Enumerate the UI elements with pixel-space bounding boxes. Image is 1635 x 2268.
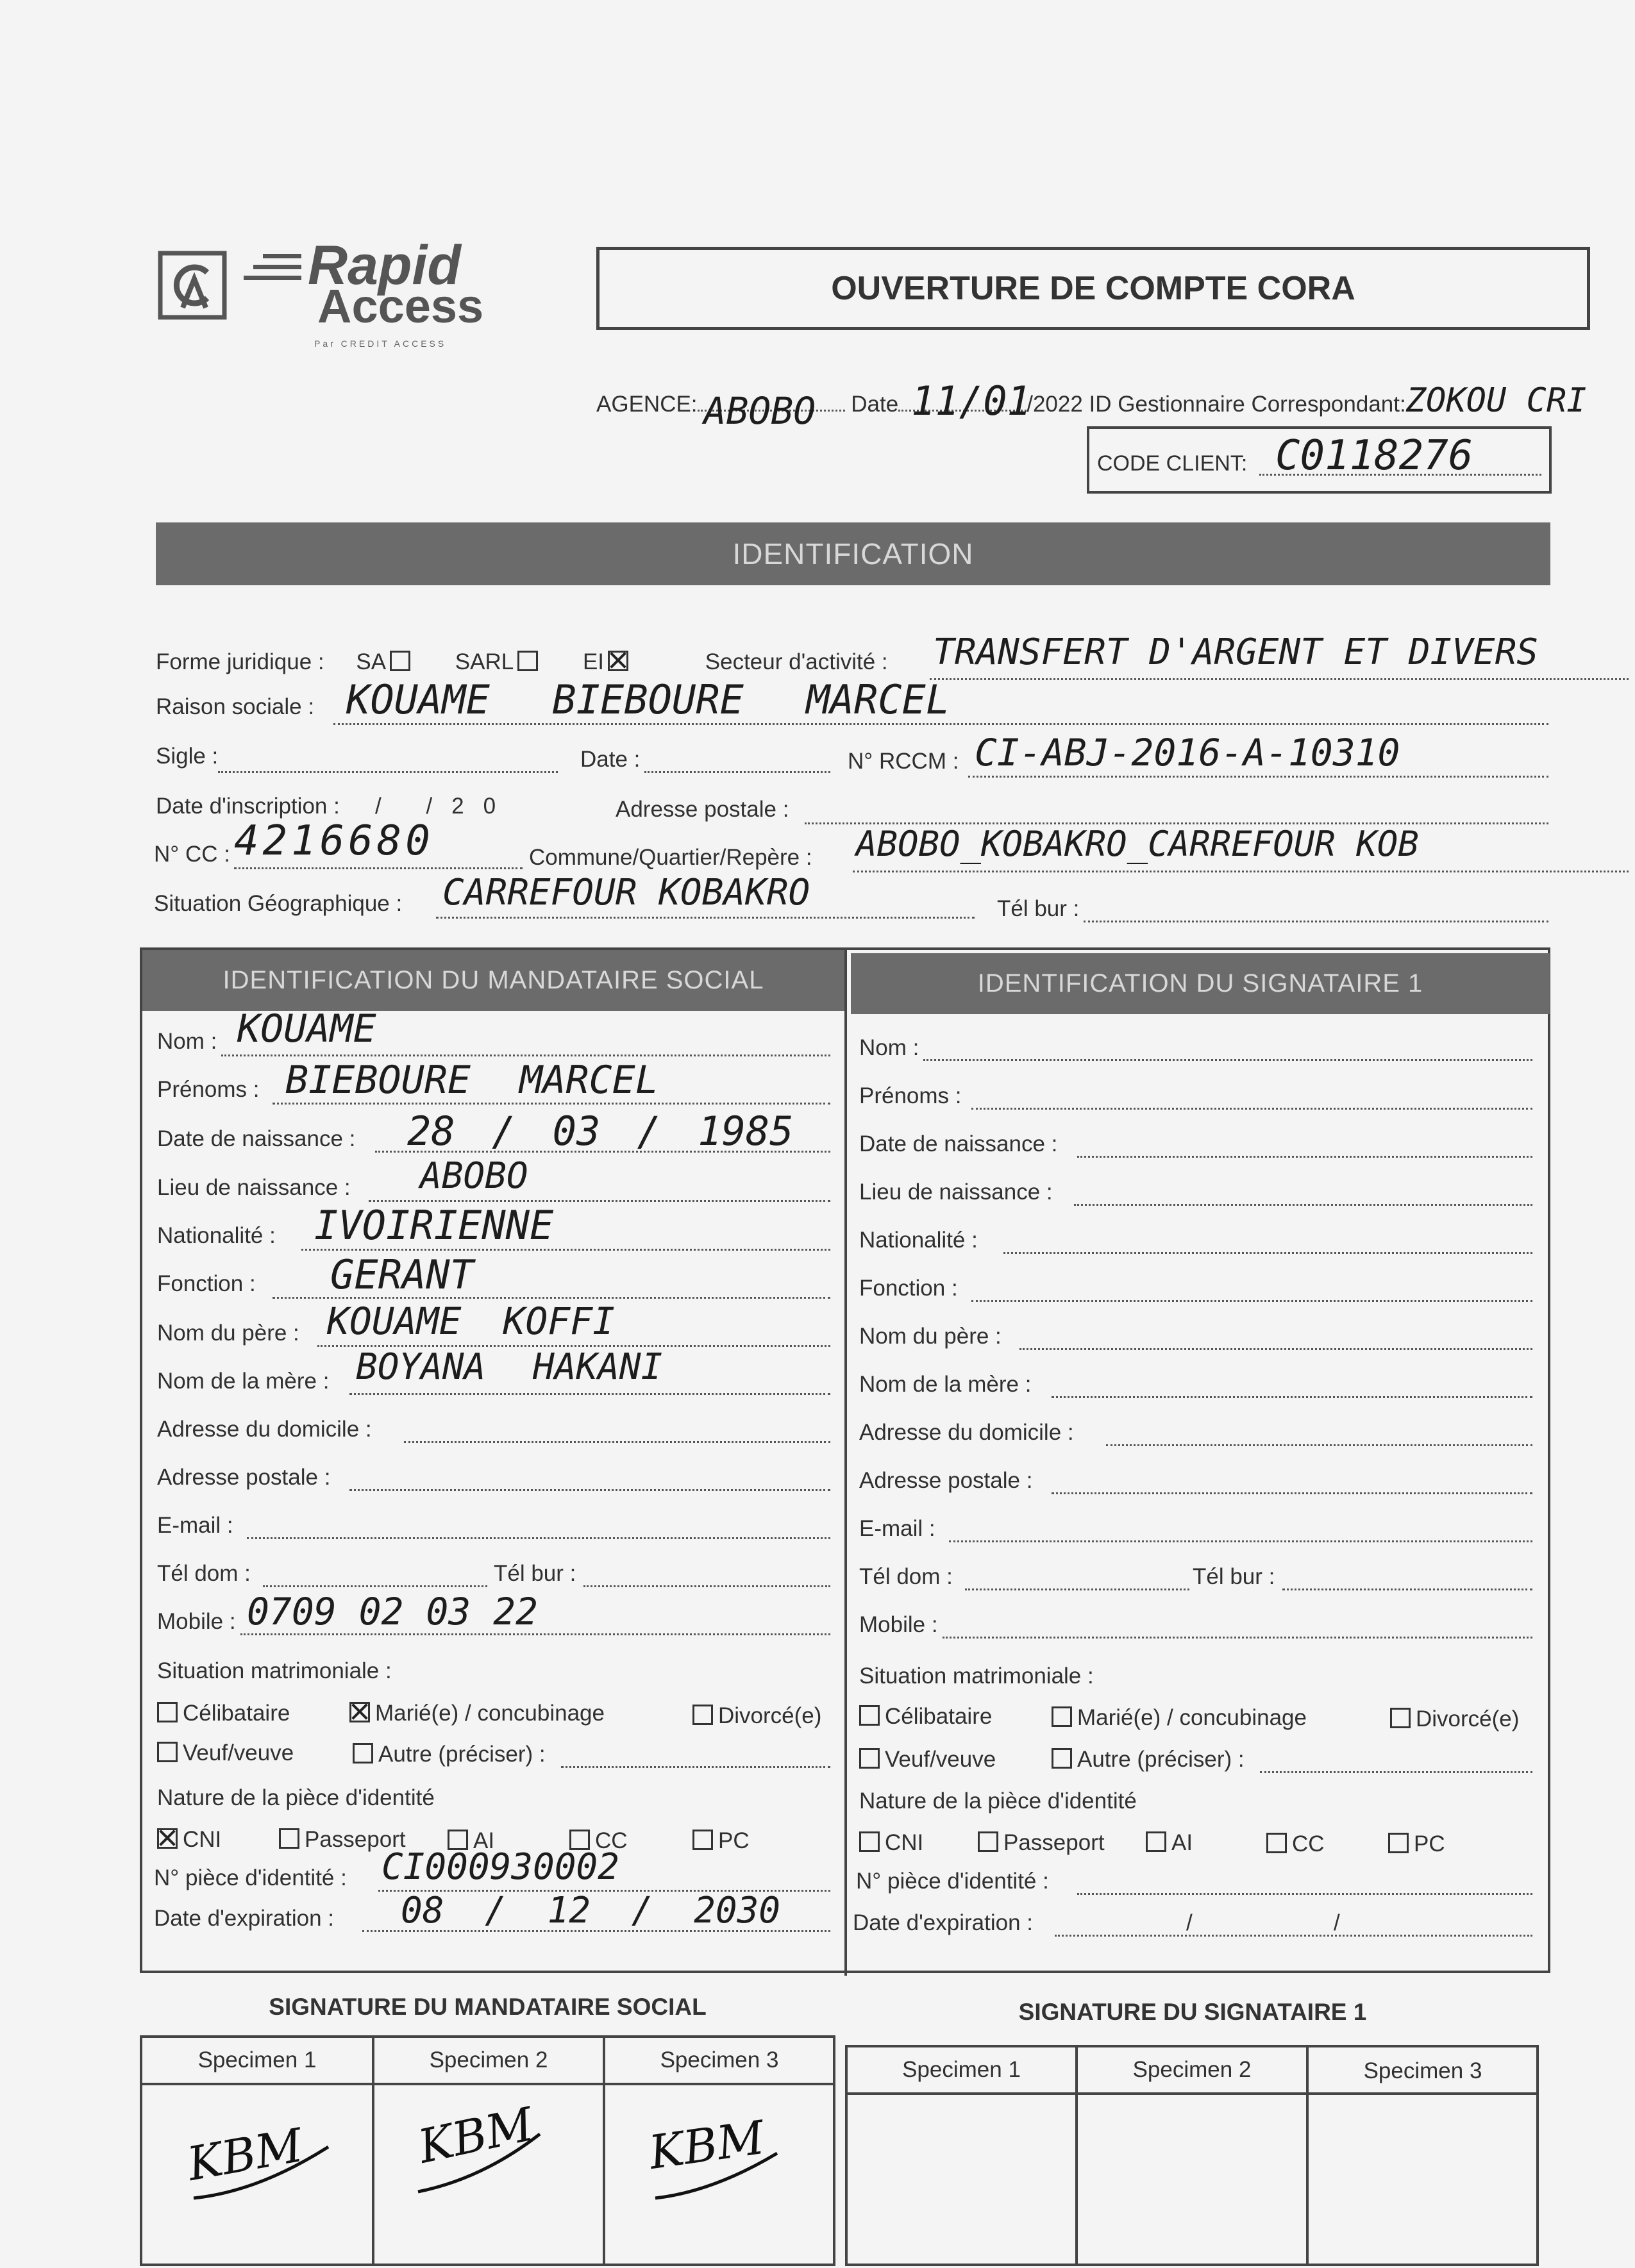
mand-mere-label: Nom de la mère : — [157, 1369, 330, 1394]
signature-grid-mandataire — [140, 2035, 835, 2266]
form-title-box — [596, 247, 1590, 330]
situation-geo-field[interactable] — [436, 917, 975, 919]
sig-matrimoniale-label: Situation matrimoniale : — [859, 1663, 1094, 1688]
sig-pere-field[interactable] — [1019, 1348, 1532, 1350]
mand-mobile-label: Mobile : — [157, 1609, 236, 1634]
sig-mobile-label: Mobile : — [859, 1612, 938, 1637]
situation-geo-value: CARREFOUR KOBAKRO — [442, 872, 810, 913]
sig-celibataire-option[interactable]: Célibataire — [859, 1704, 992, 1730]
identification-bar: IDENTIFICATION — [156, 522, 1550, 585]
mand-tel-bur-field[interactable] — [583, 1585, 830, 1587]
mand-num-piece-value: CI000930002 — [382, 1846, 619, 1888]
mand-autre-checkbox[interactable] — [353, 1743, 373, 1764]
sig-pc-option[interactable]: PC — [1388, 1831, 1445, 1857]
sig-fonction-label: Fonction : — [859, 1276, 958, 1301]
raison-sociale-value: KOUAME BIEBOURE MARCEL — [346, 676, 950, 723]
mandataire-bar: IDENTIFICATION DU MANDATAIRE SOCIAL — [142, 950, 844, 1011]
sig-autre-option[interactable]: Autre (préciser) : — [1052, 1747, 1245, 1772]
sig-expiration-slash-1: / — [1186, 1910, 1193, 1935]
mand-ai-option[interactable]: AI — [448, 1828, 494, 1854]
sig-expiration-slash-2: / — [1334, 1910, 1340, 1935]
sig-specimen-3-label: Specimen 3 — [1363, 2058, 1482, 2083]
ei-checkbox[interactable] — [608, 651, 628, 671]
agence-value: ABOBO — [703, 389, 816, 433]
sig-nationalite-field[interactable] — [1003, 1252, 1532, 1254]
sig-nationalite-label: Nationalité : — [859, 1228, 978, 1253]
mand-fonction-value: GERANT — [330, 1251, 474, 1298]
sig-autre-checkbox[interactable] — [1052, 1748, 1072, 1769]
signature-initials-1: KBM — [183, 2117, 307, 2192]
mand-marie-option[interactable]: Marié(e) / concubinage — [349, 1701, 605, 1726]
mand-mere-value: BOYANA HAKANI — [356, 1346, 663, 1388]
sig-cc-checkbox[interactable] — [1266, 1833, 1287, 1853]
sig-num-piece-label: N° pièce d'identité : — [856, 1869, 1049, 1894]
brand-tagline: Par CREDIT ACCESS — [314, 338, 447, 349]
signature-grid-signataire — [845, 2045, 1539, 2266]
brand-name: Rapid — [308, 235, 461, 296]
agence-line — [596, 378, 1587, 433]
mand-matrimoniale-label: Situation matrimoniale : — [157, 1658, 392, 1683]
mand-domicile-label: Adresse du domicile : — [157, 1417, 372, 1442]
mand-nationalite-label: Nationalité : — [157, 1223, 276, 1248]
sig-specimen-2-area[interactable] — [1078, 2095, 1306, 2268]
sig-nom-field[interactable] — [923, 1059, 1532, 1061]
form-title: OUVERTURE DE COMPTE CORA — [831, 270, 1355, 307]
signature-specimen-2 — [405, 2097, 572, 2211]
sig-lieu-field[interactable] — [1074, 1204, 1532, 1206]
mand-prenoms-value: BIEBOURE MARCEL — [285, 1058, 658, 1103]
sigle-date-label: Date : — [580, 747, 641, 772]
cc-label: N° CC : — [154, 842, 230, 867]
sig-naissance-field[interactable] — [1077, 1156, 1532, 1158]
sig-pere-label: Nom du père : — [859, 1324, 1002, 1349]
mand-divorce-option[interactable]: Divorcé(e) — [692, 1703, 821, 1729]
mand-lieu-label: Lieu de naissance : — [157, 1175, 351, 1200]
mand-naissance-label: Date de naissance : — [157, 1126, 356, 1151]
mandataire-column — [154, 1006, 837, 1962]
sig-cc-option[interactable]: CC — [1266, 1831, 1325, 1857]
sig-tel-dom-label: Tél dom : — [859, 1564, 953, 1589]
sig-tel-bur-field[interactable] — [1282, 1588, 1532, 1590]
raison-sociale-field[interactable] — [333, 723, 1548, 725]
sig-domicile-label: Adresse du domicile : — [859, 1420, 1074, 1445]
mand-postale-field[interactable] — [349, 1489, 830, 1491]
sig-specimen-1-area[interactable] — [848, 2095, 1075, 2268]
mand-celibataire-checkbox[interactable] — [157, 1702, 178, 1722]
sig-naissance-label: Date de naissance : — [859, 1131, 1058, 1156]
sig-postale-field[interactable] — [1052, 1492, 1532, 1494]
sarl-checkbox[interactable] — [517, 651, 538, 671]
code-client-box — [1087, 426, 1552, 494]
sig-nom-label: Nom : — [859, 1035, 919, 1060]
sig-postale-label: Adresse postale : — [859, 1468, 1033, 1493]
mand-specimen-3-label: Specimen 3 — [660, 2047, 779, 2072]
mand-tel-dom-field[interactable] — [263, 1585, 487, 1587]
code-client-value: C0118276 — [1275, 432, 1473, 479]
mand-expiration-value: 08 / 12 / 2030 — [401, 1890, 781, 1931]
sig-marie-option[interactable]: Marié(e) / concubinage — [1052, 1705, 1307, 1731]
mand-autre-field[interactable] — [561, 1766, 830, 1768]
sig-expiration-label: Date d'expiration : — [853, 1910, 1034, 1935]
sig-tel-bur-label: Tél bur : — [1193, 1564, 1275, 1589]
sig-veuf-checkbox[interactable] — [859, 1748, 880, 1769]
sigle-label: Sigle : — [156, 744, 219, 769]
mand-nationalite-value: IVOIRIENNE — [314, 1202, 554, 1249]
mand-mobile-value: 0709 02 03 22 — [247, 1590, 538, 1633]
mand-pc-checkbox[interactable] — [692, 1830, 713, 1850]
sarl-option[interactable]: SARL — [455, 649, 538, 674]
mand-domicile-field[interactable] — [404, 1441, 830, 1443]
sig-ai-checkbox[interactable] — [1146, 1831, 1166, 1852]
sig-veuf-option[interactable]: Veuf/veuve — [859, 1747, 996, 1772]
sig-email-field[interactable] — [949, 1540, 1532, 1542]
inscription-label: Date d'inscription : — [156, 794, 340, 819]
sig-domicile-field[interactable] — [1106, 1444, 1532, 1446]
sig-prenoms-field[interactable] — [971, 1108, 1532, 1110]
mand-postale-label: Adresse postale : — [157, 1465, 331, 1490]
mand-veuf-option[interactable]: Veuf/veuve — [157, 1740, 294, 1766]
sig-email-label: E-mail : — [859, 1516, 935, 1541]
mand-naissance-value: 28 / 03 / 1985 — [407, 1108, 794, 1155]
mand-nom-value: KOUAME — [237, 1006, 376, 1051]
mand-num-piece-label: N° pièce d'identité : — [154, 1865, 347, 1890]
brand-logo — [157, 235, 516, 353]
situation-geo-label: Situation Géographique : — [154, 891, 403, 916]
mand-fonction-label: Fonction : — [157, 1271, 256, 1296]
signature-specimen-1 — [181, 2117, 348, 2224]
signature-initials-2: KBM — [414, 2097, 539, 2174]
signataire-bar: IDENTIFICATION DU SIGNATAIRE 1 — [851, 953, 1550, 1014]
mand-celibataire-option[interactable]: Célibataire — [157, 1701, 290, 1726]
sig-celibataire-checkbox[interactable] — [859, 1705, 880, 1726]
date-value: 11/01 — [911, 378, 1031, 424]
sig-pc-checkbox[interactable] — [1388, 1833, 1409, 1853]
mand-prenoms-label: Prénoms : — [157, 1077, 260, 1102]
mand-cni-checkbox[interactable] — [157, 1828, 178, 1849]
sig-autre-field[interactable] — [1260, 1771, 1532, 1773]
mand-email-field[interactable] — [247, 1537, 830, 1539]
sig-num-piece-field[interactable] — [1077, 1893, 1532, 1895]
signature-initials-3: KBM — [646, 2110, 768, 2180]
rccm-value: CI-ABJ-2016-A-10310 — [975, 731, 1400, 774]
sig-tel-dom-field[interactable] — [965, 1588, 1189, 1590]
logo-emblem-icon — [157, 250, 228, 321]
sig-piece-label: Nature de la pièce d'identité — [859, 1789, 1137, 1814]
sigle-date-field[interactable] — [644, 771, 830, 773]
mand-cni-option[interactable]: CNI — [157, 1827, 221, 1853]
sig-passeport-option[interactable]: Passeport — [978, 1830, 1105, 1856]
mand-prenoms-field[interactable] — [272, 1103, 830, 1105]
sig-marie-checkbox[interactable] — [1052, 1706, 1072, 1727]
brand-name-2: Access — [317, 279, 484, 333]
mand-divorce-checkbox[interactable] — [692, 1705, 713, 1725]
sig-prenoms-label: Prénoms : — [859, 1083, 962, 1108]
cc-value: 4216680 — [234, 817, 434, 865]
sig-divorce-option[interactable]: Divorcé(e) — [1390, 1706, 1519, 1732]
mand-passeport-option[interactable]: Passeport — [279, 1827, 406, 1853]
sig-mere-field[interactable] — [1052, 1396, 1532, 1398]
secteur-field[interactable] — [930, 678, 1629, 680]
mand-cc-option[interactable]: CC — [569, 1828, 628, 1854]
mand-nom-field[interactable] — [221, 1055, 830, 1056]
mand-specimen-1-label: Specimen 1 — [197, 2047, 317, 2072]
sig-specimen-3-area[interactable] — [1309, 2095, 1537, 2268]
mand-pc-option[interactable]: PC — [692, 1828, 750, 1854]
sig-fonction-field[interactable] — [971, 1300, 1532, 1302]
mand-email-label: E-mail : — [157, 1513, 233, 1538]
sa-option[interactable]: SA — [356, 649, 410, 674]
signataire-column — [853, 1019, 1539, 1962]
commune-label: Commune/Quartier/Repère : — [529, 845, 812, 870]
mand-lieu-value: ABOBO — [420, 1155, 528, 1197]
sig-divorce-checkbox[interactable] — [1390, 1708, 1411, 1728]
agence-field[interactable] — [698, 389, 845, 433]
mand-passeport-checkbox[interactable] — [279, 1828, 299, 1849]
sig-specimen-2-label: Specimen 2 — [1132, 2057, 1252, 2082]
adresse-postale-label: Adresse postale : — [616, 797, 789, 822]
tel-bur-label: Tél bur : — [997, 896, 1080, 921]
sa-checkbox[interactable] — [390, 651, 410, 671]
cc-field[interactable] — [234, 867, 523, 869]
sigle-field[interactable] — [218, 771, 558, 773]
mand-piece-label: Nature de la pièce d'identité — [157, 1785, 435, 1810]
signature-signataire-title: SIGNATURE DU SIGNATAIRE 1 — [1018, 1999, 1367, 2025]
mand-tel-bur-label: Tél bur : — [494, 1561, 576, 1586]
secteur-value: TRANSFERT D'ARGENT ET DIVERS — [933, 631, 1539, 673]
commune-value: ABOBO_KOBAKRO_CARREFOUR KOB — [856, 824, 1419, 864]
sig-mobile-field[interactable] — [943, 1637, 1532, 1638]
mand-pere-label: Nom du père : — [157, 1321, 299, 1346]
mand-nationalite-field[interactable] — [301, 1249, 830, 1251]
inscription-value[interactable]: / /20 — [375, 794, 516, 819]
sig-specimen-1-label: Specimen 1 — [902, 2057, 1021, 2082]
gestionnaire-value: ZOKOU CRI — [1405, 381, 1587, 420]
sig-cni-option[interactable]: CNI — [859, 1830, 923, 1856]
forme-label: Forme juridique : — [156, 649, 324, 674]
signature-specimen-3 — [636, 2110, 803, 2217]
mand-veuf-checkbox[interactable] — [157, 1742, 178, 1762]
commune-field[interactable] — [853, 871, 1629, 872]
mand-marie-checkbox[interactable] — [349, 1702, 370, 1722]
sig-expiration-field[interactable] — [1055, 1935, 1532, 1937]
sig-mere-label: Nom de la mère : — [859, 1372, 1032, 1397]
mand-specimen-2-label: Specimen 2 — [429, 2047, 548, 2072]
mand-tel-dom-label: Tél dom : — [157, 1561, 251, 1586]
mand-nom-label: Nom : — [157, 1029, 217, 1054]
raison-sociale-label: Raison sociale : — [156, 694, 315, 719]
date-year: /2022 — [1027, 392, 1083, 417]
mand-pere-value: KOUAME KOFFI — [327, 1299, 616, 1343]
date-field[interactable] — [898, 378, 1031, 424]
mand-mere-field[interactable] — [349, 1393, 830, 1395]
tel-bur-field[interactable] — [1084, 921, 1548, 922]
sig-ai-option[interactable]: AI — [1146, 1830, 1193, 1856]
ei-option[interactable]: EI — [583, 649, 628, 674]
rccm-label: N° RCCM : — [848, 749, 959, 774]
gestionnaire-label: ID Gestionnaire Correspondant: — [1089, 392, 1406, 417]
signature-mandataire-title: SIGNATURE DU MANDATAIRE SOCIAL — [269, 1994, 707, 2020]
mand-expiration-label: Date d'expiration : — [154, 1906, 335, 1931]
code-client-label: CODE CLIENT: — [1097, 451, 1248, 476]
sig-lieu-label: Lieu de naissance : — [859, 1180, 1053, 1205]
mand-autre-option[interactable]: Autre (préciser) : — [353, 1742, 546, 1767]
secteur-label: Secteur d'activité : — [705, 649, 888, 674]
sig-passeport-checkbox[interactable] — [978, 1831, 998, 1852]
forme-juridique-row — [156, 649, 888, 675]
sig-cni-checkbox[interactable] — [859, 1831, 880, 1852]
agence-label: AGENCE: — [596, 392, 698, 417]
mand-mobile-field[interactable] — [240, 1633, 830, 1635]
date-label: Date — [851, 392, 899, 417]
rccm-field[interactable] — [968, 776, 1548, 778]
